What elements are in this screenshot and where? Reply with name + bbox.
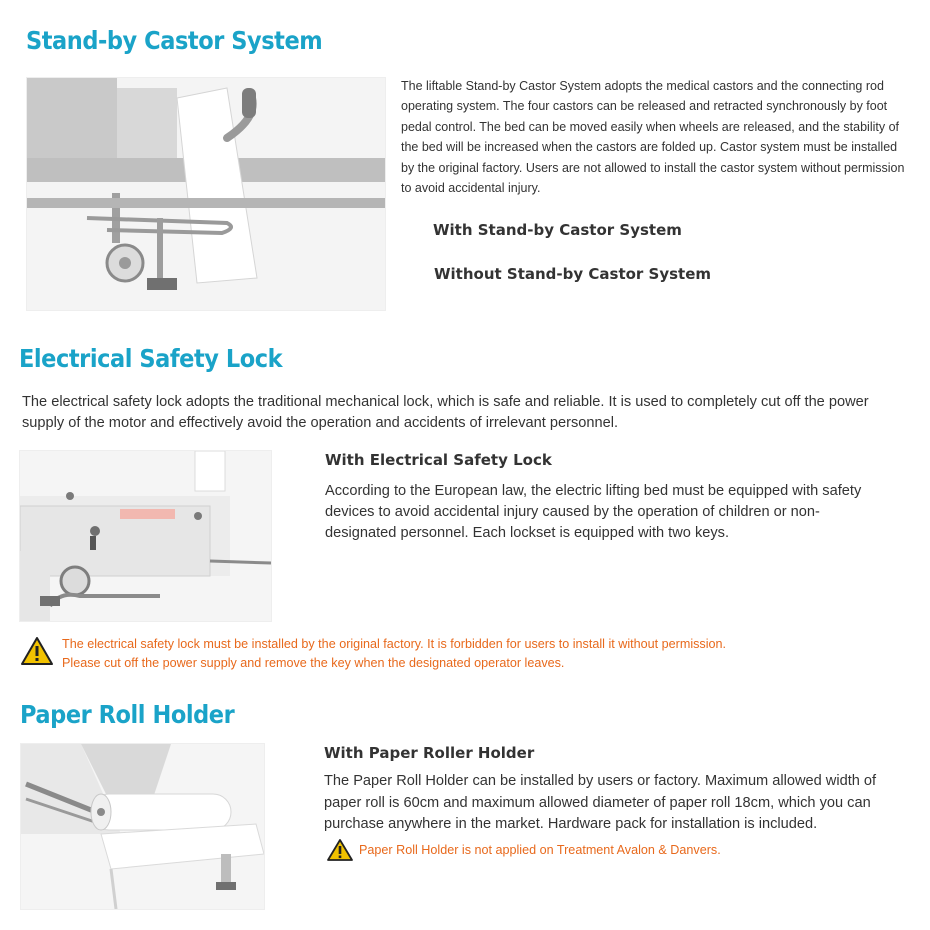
castor-description: The liftable Stand-by Castor System adopts the medical castors and the connecting rod operating system. The four castors can be released and retracted synchronously by foot pedal control. The bed can be moved easily when wheels are released, and the stability of the bed will be increased when the castors are folded up. Castor system must be installed by the original factory. Users are not allowed to install the castor system without permission to avoid accidental injury. xyxy=(401,79,905,196)
castor-option-without: Without Stand-by Castor System xyxy=(434,265,712,283)
paper-warning: Paper Roll Holder is not applied on Treatment Avalon & Danvers. xyxy=(359,843,721,857)
lock-warning xyxy=(62,635,902,672)
paper-description: The Paper Roll Holder can be installed by users or factory. Maximum allowed width of paper roll is 60cm and maximum allowed diameter of paper roll 18cm, which you can purchase anywhere in the market. Hardware pack for installation is included. xyxy=(324,773,877,833)
castor-photo xyxy=(26,77,386,311)
warning-triangle-icon xyxy=(20,636,54,666)
lock-description: According to the European law, the electric lifting bed must be equipped with safety devices to avoid accidental injury caused by the operation of children or non-designated personnel. Each lockset is equipped with two keys. xyxy=(325,483,862,541)
lock-subtitle: With Electrical Safety Lock xyxy=(325,451,552,469)
paper-roll-photo xyxy=(20,743,265,910)
lock-warning-line2: Please cut off the power supply and remove the key when the designated operator leaves. xyxy=(62,655,565,670)
lock-intro: The electrical safety lock adopts the traditional mechanical lock, which is safe and reliable. It is used to completely cut off the power supply of the motor and effectively avoid the operation and accidents of irrelevant personnel. xyxy=(22,394,869,431)
paper-subtitle: With Paper Roller Holder xyxy=(324,744,535,762)
castor-section-title: Stand-by Castor System xyxy=(26,26,323,55)
warning-triangle-icon xyxy=(326,838,354,862)
lock-photo xyxy=(19,450,272,622)
paper-section-title: Paper Roll Holder xyxy=(20,700,235,729)
lock-warning-line1: The electrical safety lock must be installed by the original factory. It is forbidden for users to install it without permission. xyxy=(62,637,727,651)
castor-option-with: With Stand-by Castor System xyxy=(433,221,682,239)
lock-section-title: Electrical Safety Lock xyxy=(19,344,283,373)
